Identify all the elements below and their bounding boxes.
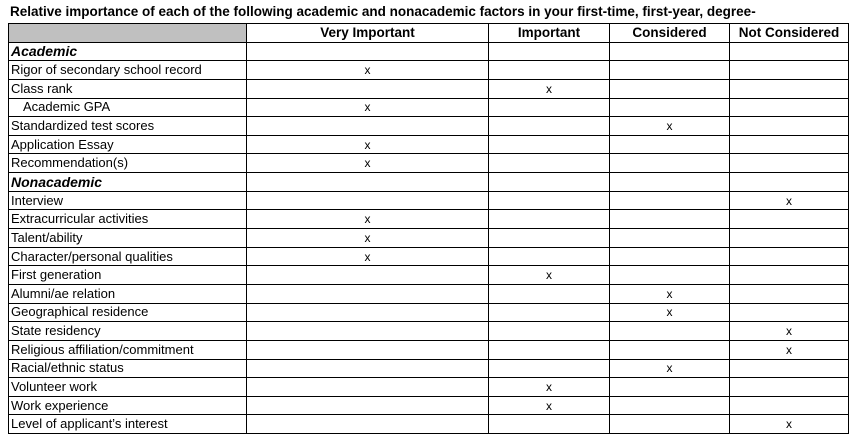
rating-cell [610,378,730,397]
factor-label: Recommendation(s) [11,155,129,171]
factor-label-cell [9,266,247,285]
rating-cell [247,79,489,98]
factor-row [9,303,849,322]
factor-label: Racial/ethnic status [11,360,124,376]
rating-mark: x [364,100,371,115]
factor-row [9,154,849,173]
rating-cell [730,322,849,341]
rating-mark: x [786,193,792,208]
rating-cell [730,396,849,415]
rating-cell [489,247,610,266]
factor-row [9,117,849,136]
empty-cell [730,173,849,192]
factor-label: Talent/ability [11,229,83,245]
admission-factors-table [8,23,849,434]
rating-cell [489,229,610,248]
factor-row [9,247,849,266]
rating-cell [730,303,849,322]
factor-label-cell [9,359,247,378]
rating-cell [489,154,610,173]
factor-label-cell [9,229,247,248]
factor-label: Rigor of secondary school record [11,62,202,78]
factor-row [9,79,849,98]
rating-cell [610,98,730,117]
factor-label-cell [9,79,247,98]
factor-row [9,396,849,415]
factor-row [9,284,849,303]
factor-row [9,98,849,117]
table-title: Relative importance of each of the following academic and nonacademic factors in your first-time, first-year, degree- [10,4,756,19]
rating-cell [730,191,849,210]
factor-row [9,61,849,80]
rating-cell [247,61,489,80]
factor-label: Volunteer work [11,378,97,394]
rating-cell [610,135,730,154]
rating-cell [730,340,849,359]
empty-cell [247,42,489,61]
rating-mark: x [364,156,371,171]
rating-mark: x [666,361,673,376]
rating-cell [730,98,849,117]
rating-cell [489,117,610,136]
factor-row [9,229,849,248]
rating-cell [247,396,489,415]
factor-label: Religious affiliation/commitment [11,341,194,357]
rating-cell [610,154,730,173]
section-row [9,42,849,61]
section-row [9,173,849,192]
rating-cell [610,229,730,248]
rating-cell [730,378,849,397]
factor-label-cell [9,415,247,434]
rating-cell [247,284,489,303]
rating-cell [247,266,489,285]
factor-label-cell [9,284,247,303]
rating-mark: x [546,268,552,283]
rating-cell [730,284,849,303]
rating-mark: x [364,137,371,152]
rating-cell [610,322,730,341]
empty-cell [730,42,849,61]
rating-cell [610,303,730,322]
rating-cell [730,61,849,80]
factor-label-cell [9,303,247,322]
rating-mark: x [666,119,673,134]
rating-cell [730,415,849,434]
rating-cell [489,322,610,341]
rating-cell [489,378,610,397]
rating-cell [610,210,730,229]
column-header-very-important: Very Important [247,24,489,43]
factor-label-cell [9,98,247,117]
factor-row [9,210,849,229]
rating-mark: x [786,342,792,357]
factor-label-cell [9,340,247,359]
factor-row [9,415,849,434]
rating-cell [610,191,730,210]
rating-cell [489,396,610,415]
empty-cell [610,173,730,192]
factor-row [9,266,849,285]
rating-cell [489,340,610,359]
factor-label: Geographical residence [11,304,149,320]
rating-cell [489,210,610,229]
rating-cell [610,266,730,285]
factor-row [9,322,849,341]
empty-cell [489,173,610,192]
rating-mark: x [546,398,552,413]
rating-cell [610,117,730,136]
rating-cell [610,284,730,303]
empty-cell [489,42,610,61]
rating-cell [247,98,489,117]
factor-label: Interview [11,192,64,208]
rating-cell [247,191,489,210]
rating-cell [489,415,610,434]
column-header-not-considered: Not Considered [730,24,849,43]
factor-label: Work experience [11,397,109,413]
factor-row [9,359,849,378]
rating-cell [610,359,730,378]
factor-label-cell [9,61,247,80]
rating-cell [489,266,610,285]
rating-cell [247,415,489,434]
rating-cell [610,79,730,98]
rating-cell [247,359,489,378]
factor-label: Character/personal qualities [11,248,173,264]
rating-cell [610,415,730,434]
rating-cell [247,117,489,136]
rating-cell [489,98,610,117]
rating-cell [730,154,849,173]
factor-label-cell [9,247,247,266]
rating-cell [730,210,849,229]
factor-label: First generation [11,267,102,283]
rating-mark: x [546,81,552,96]
section-heading: Academic [9,42,247,61]
factor-row [9,340,849,359]
rating-cell [247,210,489,229]
rating-cell [489,303,610,322]
factor-label: Standardized test scores [11,118,155,134]
factor-row [9,191,849,210]
rating-cell [489,79,610,98]
rating-cell [489,61,610,80]
rating-cell [730,266,849,285]
rating-cell [610,247,730,266]
rating-cell [730,229,849,248]
rating-cell [730,79,849,98]
rating-cell [247,322,489,341]
rating-mark: x [786,417,792,432]
rating-cell [247,135,489,154]
rating-mark: x [364,63,371,78]
factor-row [9,378,849,397]
column-header-important: Important [489,24,610,43]
factor-label-cell [9,154,247,173]
rating-cell [247,378,489,397]
rating-cell [730,247,849,266]
rating-cell [247,340,489,359]
empty-cell [610,42,730,61]
rating-cell [489,191,610,210]
factor-label-cell [9,191,247,210]
factor-label-cell [9,117,247,136]
rating-cell [247,303,489,322]
factor-label: Level of applicant’s interest [11,416,168,432]
factor-label-cell [9,322,247,341]
rating-cell [489,135,610,154]
factor-label: Academic GPA [23,99,111,115]
rating-mark: x [666,305,673,320]
rating-cell [730,359,849,378]
rating-mark: x [364,249,371,264]
rating-mark: x [364,212,371,227]
factor-label: Alumni/ae relation [11,285,116,301]
factor-label-cell [9,378,247,397]
rating-cell [730,117,849,136]
column-header-considered: Considered [610,24,730,43]
rating-cell [247,247,489,266]
factor-label: Extracurricular activities [11,211,149,227]
factor-label: Class rank [11,80,73,96]
header-blank-cell [9,24,247,43]
factor-label: Application Essay [11,136,114,152]
section-heading: Nonacademic [9,173,247,192]
factor-label-cell [9,210,247,229]
rating-mark: x [546,379,552,394]
factor-label: State residency [11,323,101,339]
factor-label-cell [9,396,247,415]
rating-cell [610,340,730,359]
header-row [9,24,849,43]
rating-mark: x [364,230,371,245]
rating-cell [247,229,489,248]
rating-cell [610,61,730,80]
rating-cell [247,154,489,173]
factor-row [9,135,849,154]
rating-cell [730,135,849,154]
factor-label-cell [9,135,247,154]
rating-mark: x [786,324,792,339]
rating-cell [489,359,610,378]
rating-cell [610,396,730,415]
rating-cell [489,284,610,303]
empty-cell [247,173,489,192]
rating-mark: x [666,286,673,301]
